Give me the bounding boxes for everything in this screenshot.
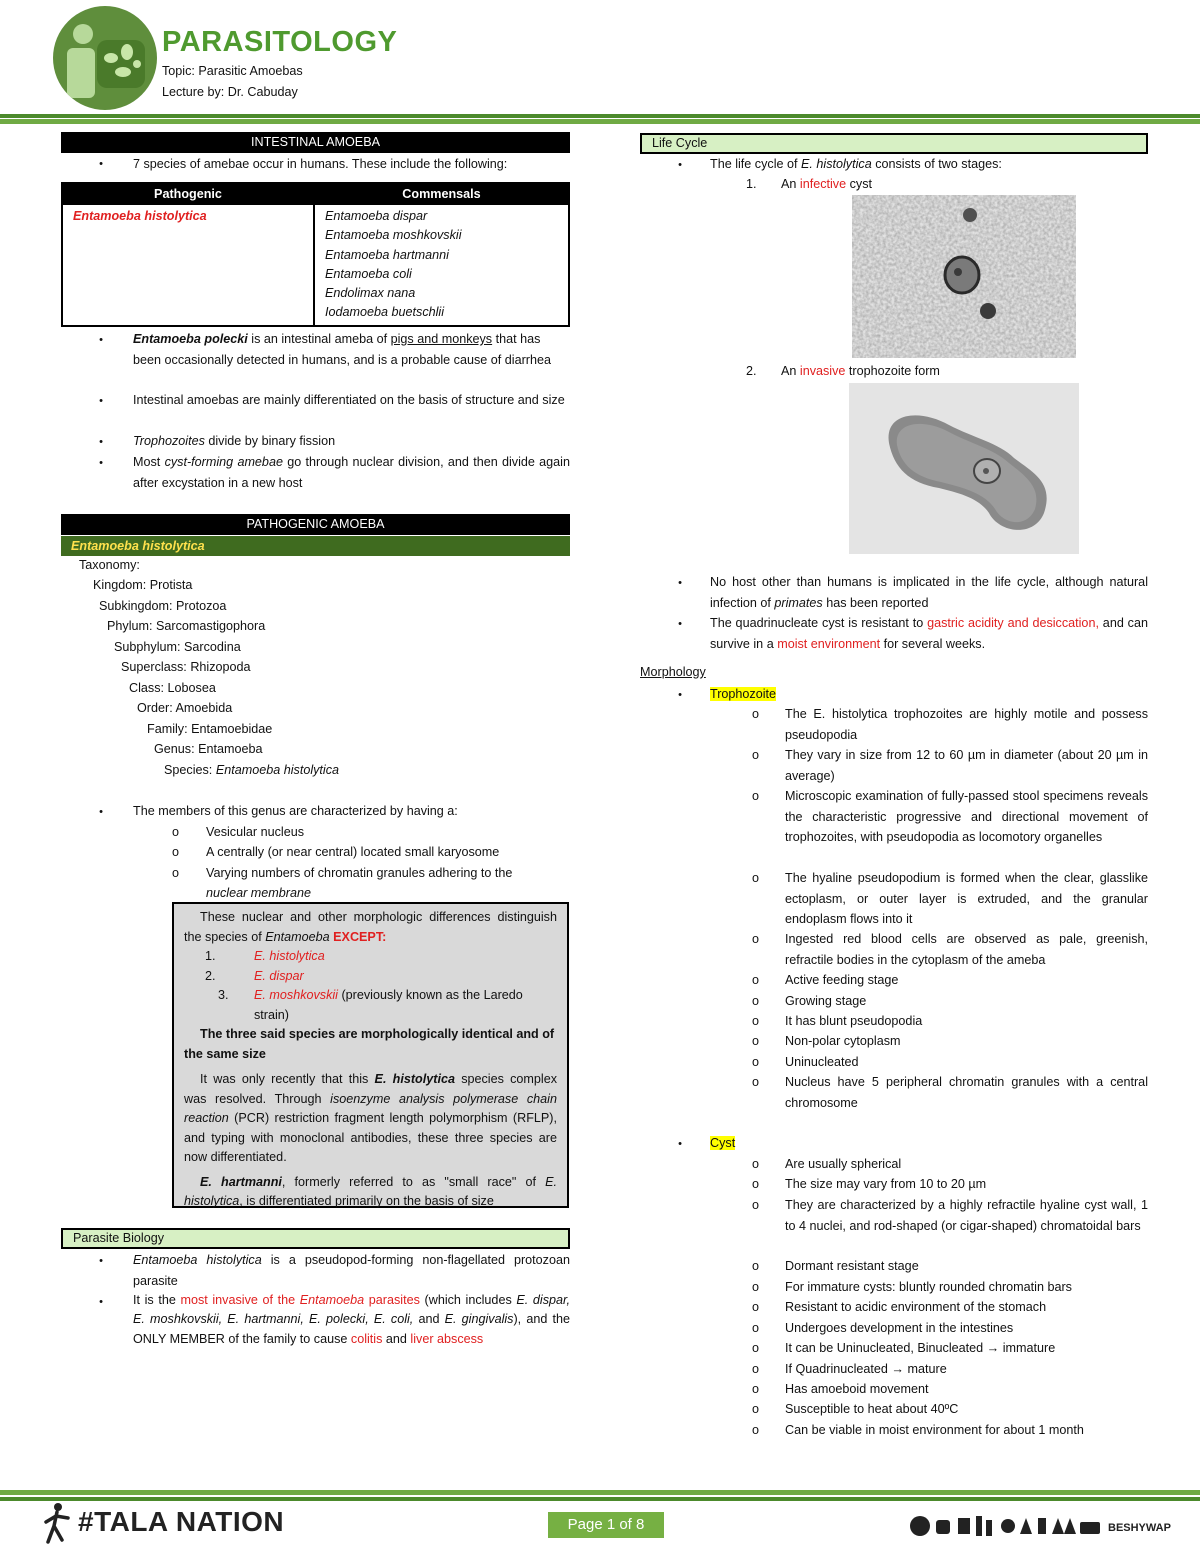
table-cell: Entamoeba coli xyxy=(325,266,412,281)
troph-fission-text: Trophozoites divide by binary fission xyxy=(133,434,336,448)
amoeba-table xyxy=(61,182,570,327)
table-cell: Entamoeba histolytica xyxy=(73,209,207,223)
circle-bullet-icon: o xyxy=(752,1157,760,1171)
genus-item: A centrally (or near central) located small karyosome xyxy=(206,845,500,859)
cyst-item: Dormant resistant stage xyxy=(785,1259,919,1273)
structure-text: Intestinal amoebas are mainly differentiated on the basis of structure and size xyxy=(133,393,565,407)
circle-bullet-icon: o xyxy=(752,789,760,803)
host-text: No host other than humans is implicated in the life cycle, although natural infection of primates has been reported xyxy=(710,575,1148,610)
circle-bullet-icon: o xyxy=(752,973,760,987)
box-list-item: 1. E. histolytica xyxy=(184,949,325,963)
runner-icon xyxy=(42,1502,72,1549)
cyst-title: Cyst xyxy=(710,1136,736,1150)
trophozoite-item: Growing stage xyxy=(785,994,867,1008)
trophozoite-item: Ingested red blood cells are observed as pale, greenish, refractile bodies in the cytoplasm of the ameba xyxy=(785,932,1148,967)
circle-bullet-icon: o xyxy=(752,932,760,946)
contributors-logos-image xyxy=(908,1512,1104,1540)
logo-graphic xyxy=(53,6,157,110)
footer-rule xyxy=(0,1497,1200,1501)
genus-item-cont: nuclear membrane xyxy=(206,886,311,900)
bullet-icon: • xyxy=(99,1296,103,1308)
cyst-division-text: Most cyst-forming amebae go through nuclear division, and then divide again after excystation in a new host xyxy=(133,455,570,490)
cyst-item: For immature cysts: bluntly rounded chromatin bars xyxy=(785,1280,1072,1294)
taxonomy-row: Superclass: Rhizopoda xyxy=(121,660,251,674)
trophozoite-item: The hyaline pseudopodium is formed when the clear, glasslike ectoplasm, or outer layer is extruded, and the granular endoplasm flows into it xyxy=(785,871,1148,926)
table-cell: Entamoeba moshkovskii xyxy=(325,228,462,243)
circle-bullet-icon: o xyxy=(752,1259,760,1273)
table-header: Commensals xyxy=(314,183,569,204)
circle-bullet-icon: o xyxy=(752,1362,760,1376)
bullet-icon: • xyxy=(678,1138,682,1150)
beshywap-label: BESHYWAP xyxy=(1108,1522,1171,1534)
bullet-icon: • xyxy=(99,334,103,346)
intro-text: 7 species of amebae occur in humans. These include the following: xyxy=(133,157,508,171)
taxonomy-row: Class: Lobosea xyxy=(129,681,216,695)
circle-bullet-icon: o xyxy=(752,1382,760,1396)
section-life-cycle: Life Cycle xyxy=(640,133,1148,154)
circle-bullet-icon: o xyxy=(752,1055,760,1069)
cyst-item: Undergoes development in the intestines xyxy=(785,1321,1014,1335)
cyst-item: Are usually spherical xyxy=(785,1157,902,1171)
genus-intro: The members of this genus are characterized by having a: xyxy=(133,804,458,818)
trophozoite-item: Nucleus have 5 peripheral chromatin granules with a central chromosome xyxy=(785,1075,1148,1110)
cyst-item: Susceptible to heat about 40ºC xyxy=(785,1402,959,1416)
logo xyxy=(53,6,157,110)
taxonomy-row: Genus: Entamoeba xyxy=(154,742,263,756)
trophozoite-item: Non-polar cytoplasm xyxy=(785,1034,901,1048)
cyst-item: If Quadrinucleated → mature xyxy=(785,1362,947,1376)
circle-bullet-icon: o xyxy=(752,1075,760,1089)
header-rule-light xyxy=(0,119,1200,124)
section-pathogenic-amoeba: PATHOGENIC AMOEBA xyxy=(61,514,570,535)
contributors-logos xyxy=(908,1512,1104,1543)
trophozoite-title: Trophozoite xyxy=(710,687,777,701)
table-cell: Entamoeba dispar xyxy=(325,209,428,223)
lecturer-line: Lecture by: Dr. Cabuday xyxy=(162,85,298,99)
taxonomy-row: Species: Entamoeba histolytica xyxy=(164,763,340,777)
box-p2: The three said species are morphologically identical and of the same size xyxy=(184,1027,555,1061)
cyst-item: Can be viable in moist environment for about 1 month xyxy=(785,1423,1084,1437)
table-cell: Iodamoeba buetschlii xyxy=(325,305,445,320)
circle-bullet-icon: o xyxy=(752,748,760,762)
trophozoite-micrograph xyxy=(849,383,1079,554)
header-rule xyxy=(0,114,1200,118)
cyst-micrograph-image xyxy=(852,195,1076,358)
box-list-item: 2. E. dispar xyxy=(184,968,304,983)
box-p4: E. hartmanni, formerly referred to as "small race" of E. histolytica, is differentiated primarily on the basis of size xyxy=(184,1174,558,1208)
circle-bullet-icon: o xyxy=(752,994,760,1008)
circle-bullet-icon: o xyxy=(752,707,760,721)
trophozoite-item: It has blunt pseudopodia xyxy=(785,1014,923,1028)
circle-bullet-icon: o xyxy=(172,825,180,839)
circle-bullet-icon: o xyxy=(752,1300,760,1314)
circle-bullet-icon: o xyxy=(172,866,180,880)
circle-bullet-icon: o xyxy=(752,1402,760,1416)
bullet-icon: • xyxy=(678,159,682,171)
circle-bullet-icon: o xyxy=(172,845,180,859)
taxonomy-row: Subkingdom: Protozoa xyxy=(99,599,227,613)
table-header: Pathogenic xyxy=(62,183,314,204)
circle-bullet-icon: o xyxy=(752,1177,760,1191)
taxonomy-row: Subphylum: Sarcodina xyxy=(114,640,241,654)
section-intestinal-amoeba: INTESTINAL AMOEBA xyxy=(61,132,570,153)
morphology-title: Morphology xyxy=(640,665,706,679)
page-indicator: Page 1 of 8 xyxy=(548,1512,664,1538)
circle-bullet-icon: o xyxy=(752,1034,760,1048)
box-p1: These nuclear and other morphologic differences distinguish the species of Entamoeba EXCEPT: xyxy=(184,910,557,944)
stage-number: 2. xyxy=(746,364,757,378)
taxonomy-row: Kingdom: Protista xyxy=(93,578,193,592)
circle-bullet-icon: o xyxy=(752,871,760,885)
except-box xyxy=(172,902,569,1208)
stage-number: 1. xyxy=(746,177,757,191)
genus-item: Varying numbers of chromatin granules adhering to the xyxy=(206,866,513,880)
bullet-icon: • xyxy=(99,436,103,448)
life-intro: The life cycle of E. histolytica consists of two stages: xyxy=(710,157,1002,171)
trophozoite-micrograph-image xyxy=(849,383,1079,554)
trophozoite-item: They vary in size from 12 to 60 µm in diameter (about 20 µm in average) xyxy=(785,748,1148,783)
bullet-icon: • xyxy=(99,158,103,170)
biology-text-1: Entamoeba histolytica is a pseudopod-forming non-flagellated protozoan parasite xyxy=(133,1253,570,1288)
bullet-icon: • xyxy=(678,577,682,589)
brand-title: PARASITOLOGY xyxy=(162,26,398,58)
trophozoite-item: The E. histolytica trophozoites are highly motile and possess pseudopodia xyxy=(785,707,1148,742)
cyst-item: The size may vary from 10 to 20 µm xyxy=(785,1177,987,1191)
bullet-icon: • xyxy=(678,618,682,630)
section-parasite-biology: Parasite Biology xyxy=(61,1228,570,1249)
cyst-micrograph xyxy=(852,195,1076,358)
quadrinucleate-text: The quadrinucleate cyst is resistant to gastric acidity and desiccation, and can survive in a moist environment for several weeks. xyxy=(710,616,1148,651)
bullet-icon: • xyxy=(99,395,103,407)
pathogenic-cell xyxy=(62,204,314,326)
polecki-text: Entamoeba polecki is an intestinal ameba of pigs and monkeys that has been occasionally detected in humans, and is a probable cause of diarrhea xyxy=(133,332,551,367)
footer-rule-light xyxy=(0,1490,1200,1495)
bullet-icon: • xyxy=(99,806,103,818)
table-cell: Entamoeba hartmanni xyxy=(325,247,449,262)
taxonomy-row: Phylum: Sarcomastigophora xyxy=(107,619,266,633)
box-list-item: 3. E. moshkovskii (previously known as the Laredo strain) xyxy=(218,988,523,1022)
trophozoite-item: Active feeding stage xyxy=(785,973,899,987)
circle-bullet-icon: o xyxy=(752,1423,760,1437)
taxonomy-row: Order: Amoebida xyxy=(137,701,233,715)
biology-text-2: It is the most invasive of the Entamoeba parasites (which includes E. dispar, E. moshkovskii, E. hartmanni, E. polecki, E. coli, and E. gingivalis), and the ONLY MEMBER of the family to cause colitis and liver abscess xyxy=(133,1293,570,1346)
cyst-item: Resistant to acidic environment of the stomach xyxy=(785,1300,1047,1314)
taxonomy-label: Taxonomy: xyxy=(79,558,140,572)
genus-item: Vesicular nucleus xyxy=(206,825,305,839)
circle-bullet-icon: o xyxy=(752,1321,760,1335)
topic-line: Topic: Parasitic Amoebas xyxy=(162,64,303,78)
stage-2-text: An invasive trophozoite form xyxy=(781,364,940,378)
cyst-item: It can be Uninucleated, Binucleated → immature xyxy=(785,1341,1056,1355)
trophozoite-item: Uninucleated xyxy=(785,1055,859,1069)
bullet-icon: • xyxy=(99,457,103,469)
cyst-item: Has amoeboid movement xyxy=(785,1382,929,1396)
bullet-icon: • xyxy=(99,1255,103,1267)
commensals-cell xyxy=(314,204,569,326)
circle-bullet-icon: o xyxy=(752,1280,760,1294)
circle-bullet-icon: o xyxy=(752,1014,760,1028)
box-p3: It was only recently that this E. histolytica species complex was resolved. Through isoenzyme analysis polymerase chain reaction (PCR) restriction fragment length polymorphism (RFLP), and typing with monoclonal antibodies, these three species are now differentiated. xyxy=(184,1072,558,1164)
stage-1-text: An infective cyst xyxy=(781,177,872,191)
eh-title-bar: Entamoeba histolytica xyxy=(61,536,570,556)
taxonomy-row: Family: Entamoebidae xyxy=(147,722,273,736)
table-cell: Endolimax nana xyxy=(325,286,416,301)
tala-nation-brand: #TALA NATION xyxy=(78,1506,285,1537)
circle-bullet-icon: o xyxy=(752,1198,760,1212)
cyst-item: They are characterized by a highly refractile hyaline cyst wall, 1 to 4 nuclei, and rod-shaped (or cigar-shaped) chromatoidal bars xyxy=(785,1198,1148,1233)
trophozoite-item: Microscopic examination of fully-passed stool specimens reveals the characteristic progressive and directional movement of trophozoites, with pseudopodia as locomotory organelles xyxy=(785,789,1148,844)
circle-bullet-icon: o xyxy=(752,1341,760,1355)
bullet-icon: • xyxy=(678,689,682,701)
